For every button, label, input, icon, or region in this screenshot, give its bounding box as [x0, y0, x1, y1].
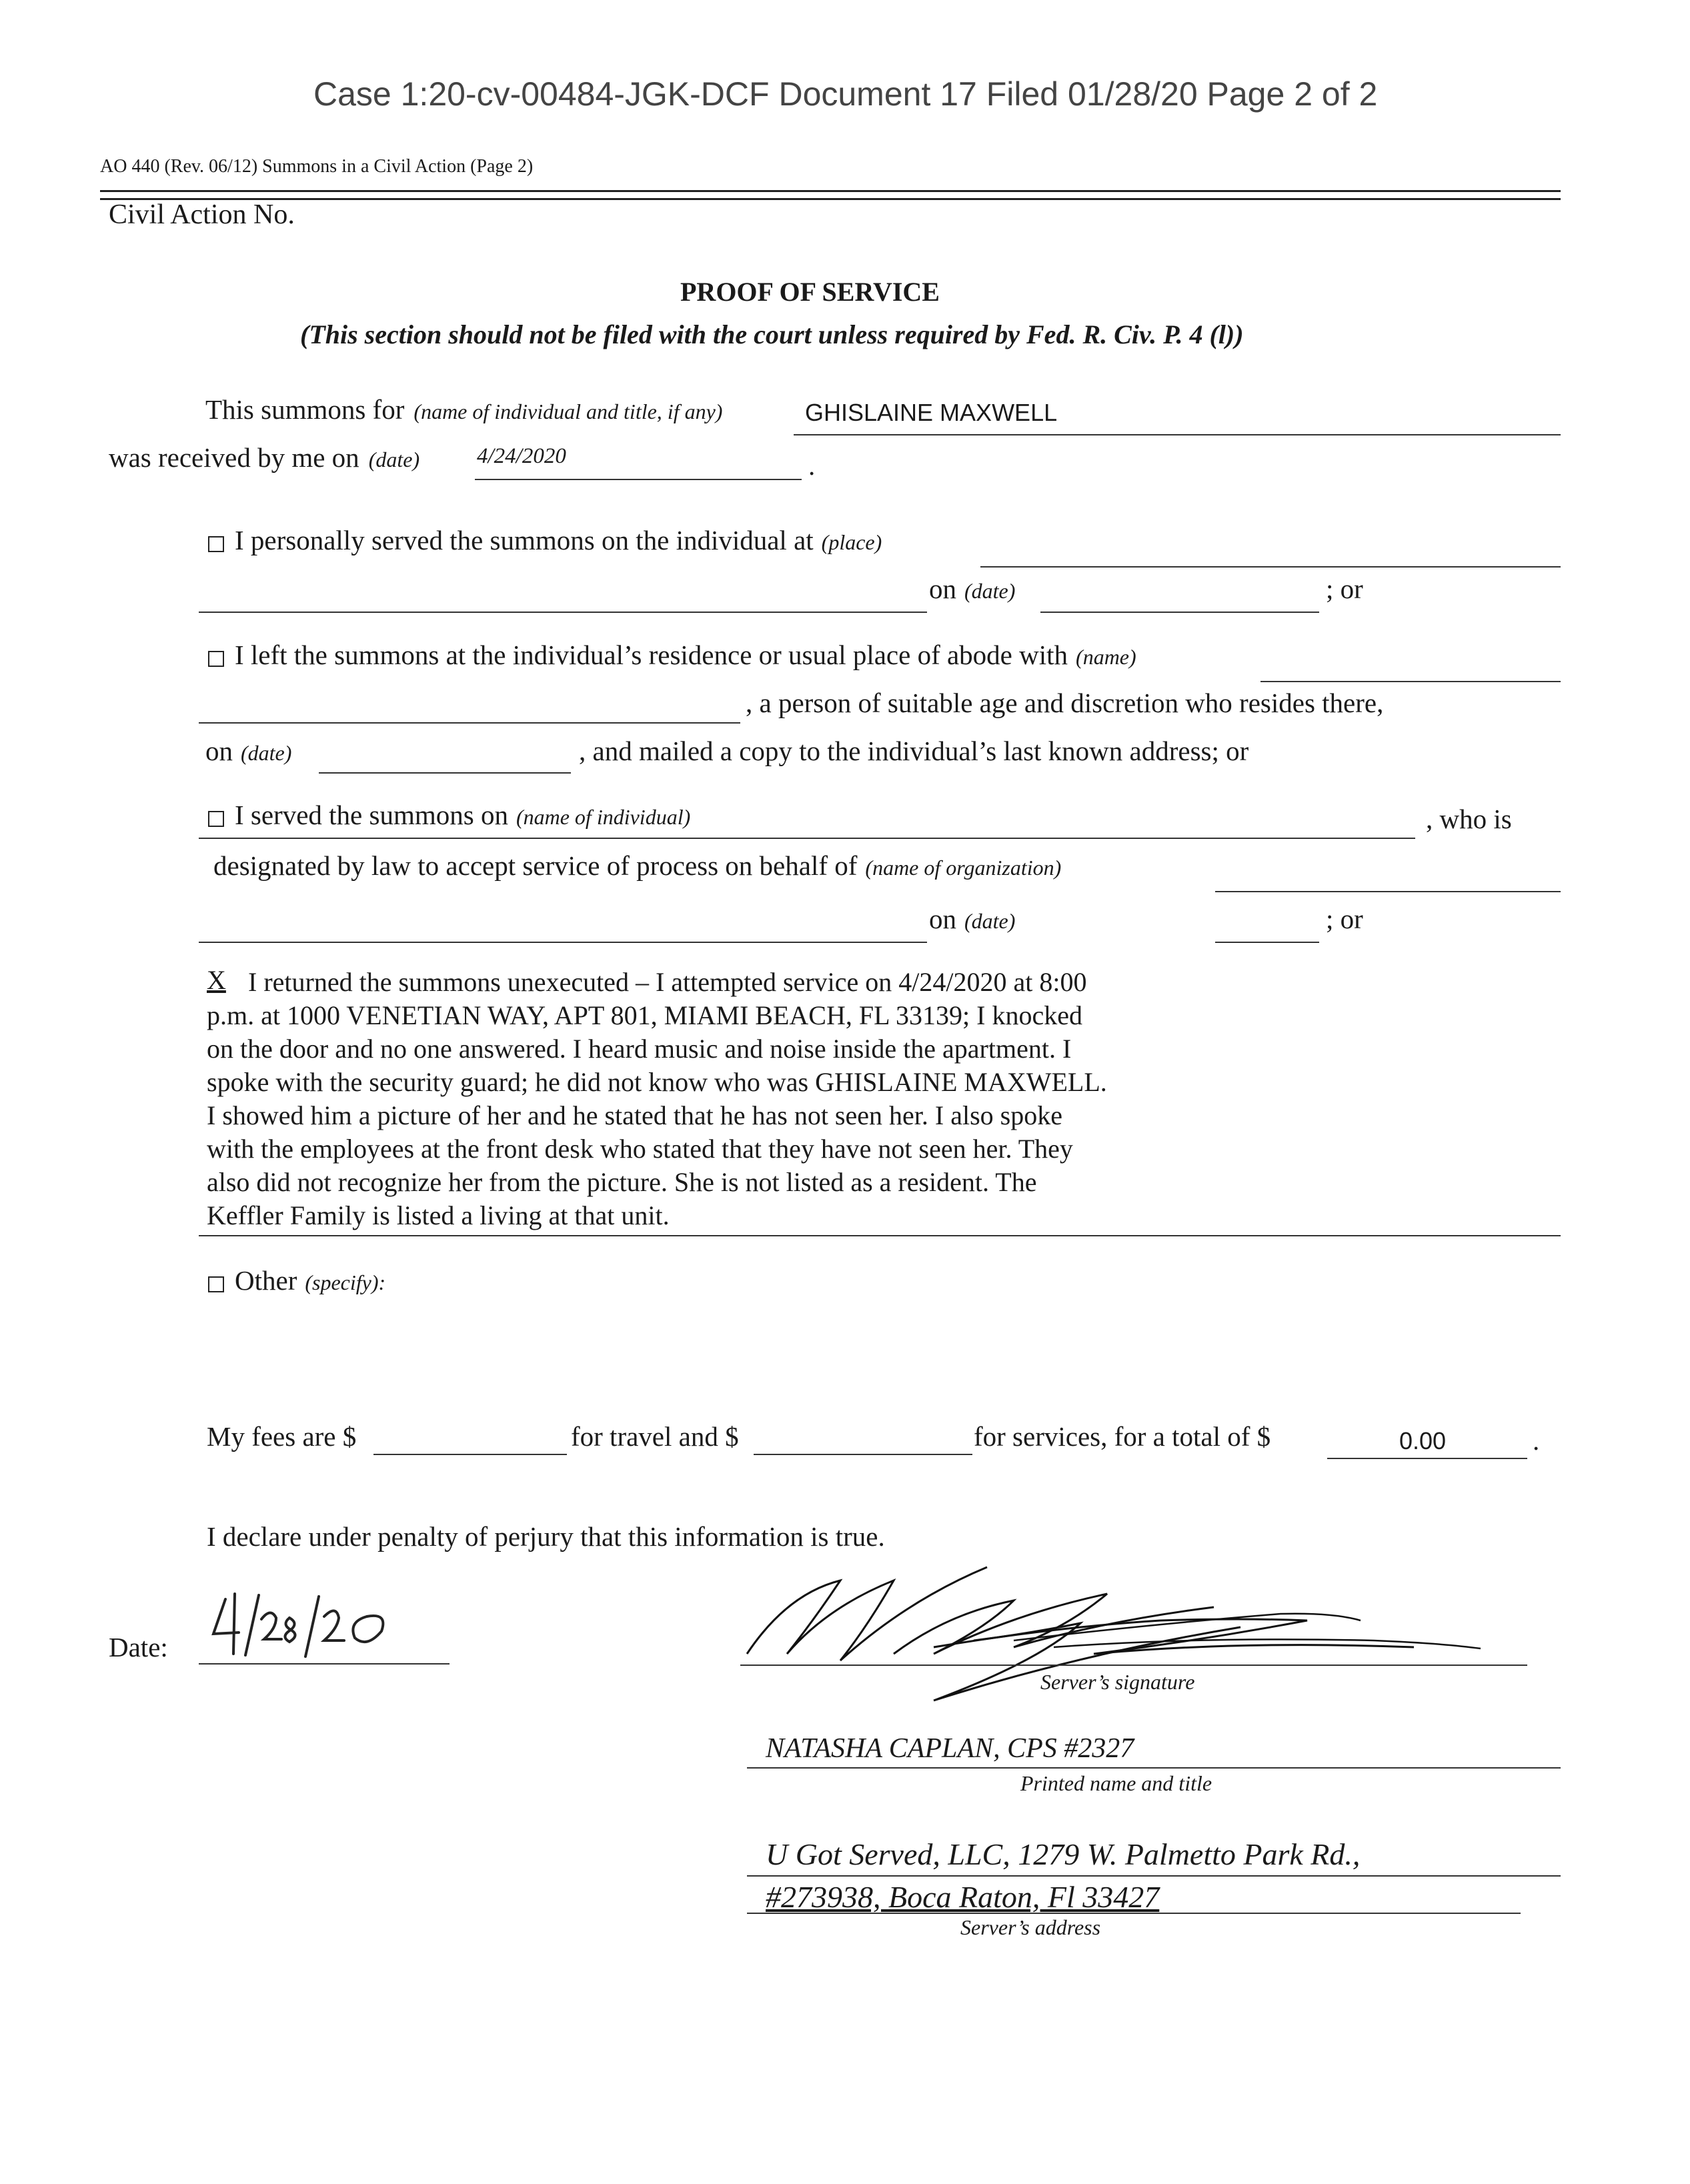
returned-line: with the employees at the front desk who stated that they have not seen her. They: [207, 1134, 1073, 1164]
designated-who-is: , who is: [1426, 804, 1512, 834]
personal-place-line-2: [199, 612, 927, 613]
handwritten-date-drawing: [207, 1587, 407, 1661]
proof-of-service-subheading: (This section should not be filed with the court unless required by Fed. R. Civ. P. 4 (l)): [300, 319, 1244, 349]
residence-continuation: , a person of suitable age and discretion who resides there,: [746, 688, 1384, 718]
printed-name-line: [747, 1767, 1561, 1769]
option-personal-text: I personally served the summons on the individual at: [235, 525, 814, 556]
fees-period: .: [1533, 1425, 1540, 1456]
residence-on-row: [205, 735, 291, 767]
returned-mark: X: [207, 965, 226, 995]
summons-name-line: [794, 434, 1561, 435]
address-line-2-rule: [747, 1913, 1521, 1914]
personal-on-row: [929, 573, 1015, 605]
residence-name-line-2: [199, 722, 740, 724]
designated-on-row: [929, 903, 1015, 935]
fees-label-start: My fees are $: [207, 1421, 357, 1452]
summons-for-row: [205, 393, 722, 425]
returned-line: also did not recognize her from the picture. She is not listed as a resident. The: [207, 1167, 1037, 1197]
personal-date-hint: (date): [964, 579, 1016, 603]
personal-place-line: [980, 566, 1561, 568]
option-other-hint: (specify):: [305, 1270, 386, 1294]
services-fee-line: [754, 1454, 972, 1455]
header-rule-1: [100, 190, 1561, 192]
server-address-line-2: #273938, Boca Raton, Fl 33427: [766, 1880, 1160, 1914]
server-address-label: Server’s address: [960, 1915, 1101, 1939]
returned-line: p.m. at 1000 VENETIAN WAY, APT 801, MIAMI BEACH, FL 33139; I knocked: [207, 1000, 1082, 1030]
designated-org-hint: (name of organization): [865, 856, 1062, 880]
summons-name-value: GHISLAINE MAXWELL: [805, 399, 1058, 426]
personal-date-line: [1040, 612, 1319, 613]
total-fee-line: [1327, 1458, 1527, 1459]
header-rule-2: [100, 198, 1561, 200]
returned-line: I returned the summons unexecuted – I attempted service on 4/24/2020 at 8:00: [248, 967, 1087, 997]
form-id: AO 440 (Rev. 06/12) Summons in a Civil Action (Page 2): [100, 156, 534, 177]
summons-intro: This summons for: [205, 394, 405, 425]
returned-narrative: [207, 966, 1220, 1232]
option-residence: [208, 639, 1136, 671]
option-other-text: Other: [235, 1265, 297, 1296]
returned-line: Keffler Family is listed a living at that unit.: [207, 1200, 670, 1230]
designated-date-line: [1215, 942, 1319, 943]
received-date-hint: (date): [368, 447, 420, 471]
signature-line: [740, 1665, 1527, 1666]
returned-line: I showed him a picture of her and he stated that he has not seen her. I also spoke: [207, 1100, 1062, 1130]
date-label: Date:: [109, 1632, 168, 1663]
designated-line2: designated by law to accept service of process on behalf of: [213, 850, 858, 881]
declaration: I declare under penalty of perjury that this information is true.: [207, 1521, 885, 1552]
residence-mailed-text: , and mailed a copy to the individual’s last known address; or: [579, 736, 1249, 766]
checkbox-other[interactable]: [208, 1276, 224, 1292]
returned-line: on the door and no one answered. I heard music and noise inside the apartment. I: [207, 1034, 1072, 1064]
checkbox-personal[interactable]: [208, 536, 224, 552]
residence-name-line: [1260, 681, 1561, 682]
designated-on-label: on: [929, 904, 956, 934]
received-date-value: 4/24/2020: [477, 444, 566, 468]
option-personal: [208, 524, 882, 556]
checkbox-designated[interactable]: [208, 811, 224, 827]
date-line: [199, 1663, 450, 1665]
designated-date-hint: (date): [964, 909, 1016, 933]
option-designated-name-hint: (name of individual): [516, 805, 691, 829]
proof-of-service-heading: PROOF OF SERVICE: [680, 277, 940, 307]
received-period: .: [808, 450, 816, 481]
designated-name-line: [199, 838, 1415, 839]
designated-or: ; or: [1326, 904, 1363, 934]
received-date-line: [475, 479, 802, 480]
option-other: [208, 1264, 385, 1296]
designated-org-line: [1215, 891, 1561, 892]
case-header: Case 1:20-cv-00484-JGK-DCF Document 17 Filed 01/28/20 Page 2 of 2: [313, 75, 1378, 113]
returned-rule: [199, 1235, 1561, 1236]
option-residence-text: I left the summons at the individual’s residence or usual place of abode with: [235, 640, 1068, 670]
address-line-1-rule: [747, 1875, 1561, 1877]
server-address-line-1: U Got Served, LLC, 1279 W. Palmetto Park Rd.,: [766, 1837, 1361, 1871]
fees-services-label: for services, for a total of $: [974, 1421, 1271, 1452]
fees-travel-label: for travel and $: [571, 1421, 739, 1452]
civil-action-label: Civil Action No.: [109, 199, 295, 230]
personal-or: ; or: [1326, 574, 1363, 604]
residence-date-line: [319, 772, 571, 774]
printed-name: NATASHA CAPLAN, CPS #2327: [766, 1733, 1134, 1764]
server-signature-label: Server’s signature: [1040, 1670, 1195, 1694]
residence-on-label: on: [205, 736, 233, 766]
printed-name-label: Printed name and title: [1020, 1771, 1212, 1795]
returned-line: spoke with the security guard; he did not know who was GHISLAINE MAXWELL.: [207, 1067, 1107, 1097]
residence-date-hint: (date): [241, 741, 292, 765]
summons-name-hint: (name of individual and title, if any): [413, 399, 723, 423]
received-row: [109, 441, 419, 473]
checkbox-residence[interactable]: [208, 651, 224, 667]
fees-total-value: 0.00: [1399, 1427, 1447, 1454]
handwritten-date: [207, 1587, 407, 1661]
option-residence-name-hint: (name): [1076, 645, 1136, 669]
designated-org-line-2: [199, 942, 927, 943]
personal-on-label: on: [929, 574, 956, 604]
option-personal-place-hint: (place): [821, 530, 882, 554]
option-designated-text: I served the summons on: [235, 800, 508, 830]
designated-line2-row: [213, 850, 1061, 882]
option-designated: [208, 799, 690, 831]
received-label: was received by me on: [109, 442, 359, 473]
travel-fee-line: [373, 1454, 567, 1455]
